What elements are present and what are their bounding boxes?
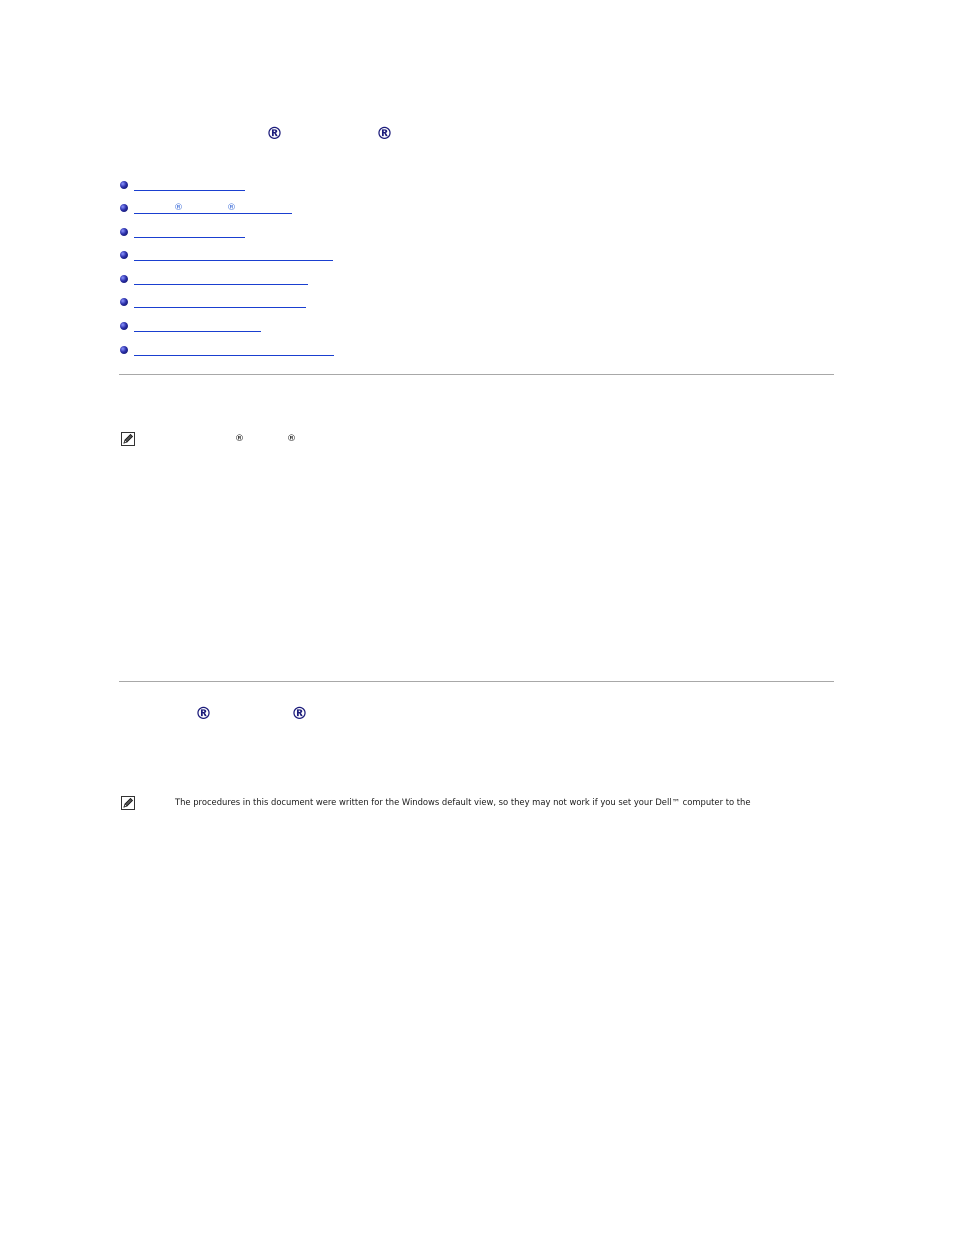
note-1-registered-mark-2: ® [287,434,296,444]
bullet-icon [120,228,128,236]
bullet-icon [120,181,128,189]
toc-item-6 [119,297,379,311]
toc-link-6[interactable] [134,297,306,308]
section-2-heading [195,706,325,726]
toc-link-2[interactable] [134,203,292,214]
toc-link-8[interactable] [134,345,334,356]
toc-item-5 [119,274,379,288]
pencil-note-icon [121,432,135,446]
page-title [266,126,406,146]
toc-link-7[interactable] [134,321,261,332]
section-divider-2 [119,681,834,682]
pencil-note-icon [121,796,135,810]
toc-item-7 [119,321,379,335]
toc-item-1 [119,180,379,194]
toc-link-4[interactable] [134,250,333,261]
title-registered-mark-2: ® [376,124,393,144]
toc-link-1[interactable] [134,180,245,191]
toc-link-2-registered-mark-1: ® [174,203,183,213]
title-registered-mark-1: ® [266,124,283,144]
toc-link-3[interactable] [134,227,245,238]
toc-item-8 [119,345,379,359]
bullet-icon [120,298,128,306]
section-divider-1 [119,374,834,375]
note-1-registered-mark-1: ® [235,434,244,444]
note-2 [121,796,821,812]
toc-link-5[interactable] [134,274,308,285]
toc-list [119,180,379,360]
toc-item-3 [119,227,379,241]
bullet-icon [120,251,128,259]
section-2-registered-mark-1: ® [195,704,212,724]
bullet-icon [120,346,128,354]
section-2-registered-mark-2: ® [291,704,308,724]
note-2-text: The procedures in this document were written for the Windows default view, so they may not work if you set your Dell™ computer to the [175,797,751,807]
note-1 [121,432,321,448]
bullet-icon [120,204,128,212]
bullet-icon [120,275,128,283]
toc-item-2 [119,203,379,217]
bullet-icon [120,322,128,330]
toc-item-4 [119,250,379,264]
toc-link-2-registered-mark-2: ® [227,203,236,213]
